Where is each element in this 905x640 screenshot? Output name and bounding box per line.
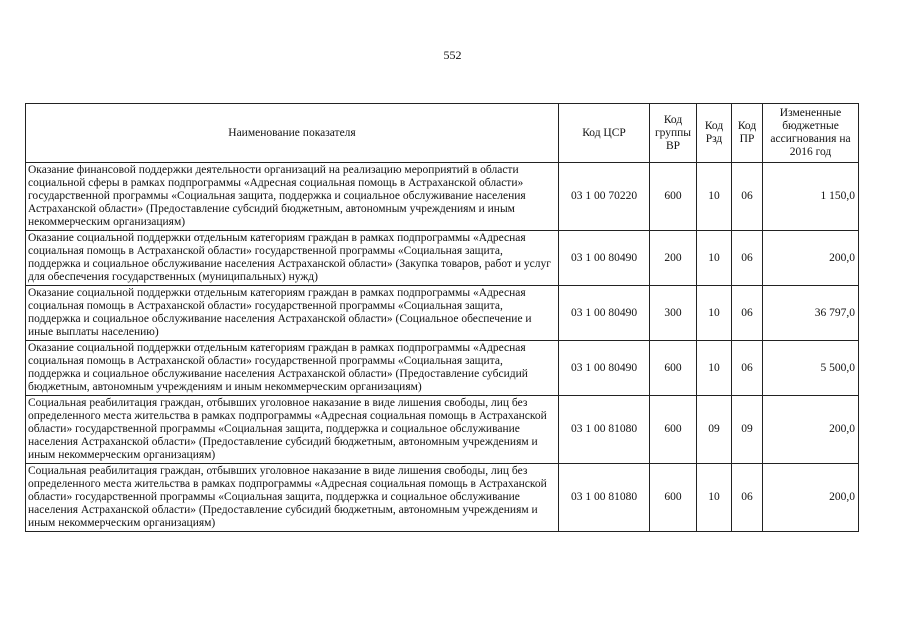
header-pr: Код ПР — [732, 104, 763, 163]
table-row — [26, 231, 859, 286]
row-csr: 03 1 00 70220 — [559, 163, 650, 231]
header-vr: Код группы ВР — [650, 104, 697, 163]
row-rzd: 10 — [697, 464, 732, 532]
row-amount: 36 797,0 — [763, 286, 859, 341]
row-csr: 03 1 00 80490 — [559, 341, 650, 396]
row-amount: 1 150,0 — [763, 163, 859, 231]
row-vr: 600 — [650, 163, 697, 231]
row-amount: 200,0 — [763, 464, 859, 532]
row-csr: 03 1 00 81080 — [559, 464, 650, 532]
row-name: Социальная реабилитация граждан, отбывших уголовное наказание в виде лишения свободы, лиц без определенного места жительства в рамках подпрограммы «Адресная социальная помощь в Астраханской области» государственной программы «Социальная защита, поддержка и социальное обслуживание населения Астраханской области» (Предоставление субсидий бюджетным, автономным учреждениям и иным некоммерческим организациям) — [26, 396, 559, 464]
row-name: Оказание социальной поддержки отдельным категориям граждан в рамках подпрограммы «Адресная социальная помощь в Астраханской области» государственной программы «Социальная защита, поддержка и социальное обслуживание населения Астраханской области» (Закупка товаров, работ и услуг для обеспечения государственных (муниципальных) нужд) — [26, 231, 559, 286]
row-pr: 06 — [732, 464, 763, 532]
row-pr: 06 — [732, 163, 763, 231]
row-amount: 200,0 — [763, 396, 859, 464]
header-rzd: Код Рзд — [697, 104, 732, 163]
row-name: Оказание социальной поддержки отдельным категориям граждан в рамках подпрограммы «Адресная социальная помощь в Астраханской области» государственной программы «Социальная защита, поддержка и социальное обслуживание населения Астраханской области» (Предоставление субсидий бюджетным, автономным учреждениям и иным некоммерческим организациям) — [26, 341, 559, 396]
row-rzd: 09 — [697, 396, 732, 464]
header-name: Наименование показателя — [26, 104, 559, 163]
table-row — [26, 286, 859, 341]
row-csr: 03 1 00 80490 — [559, 286, 650, 341]
row-pr: 06 — [732, 231, 763, 286]
table-row — [26, 464, 859, 532]
row-csr: 03 1 00 81080 — [559, 396, 650, 464]
row-csr: 03 1 00 80490 — [559, 231, 650, 286]
row-rzd: 10 — [697, 163, 732, 231]
row-rzd: 10 — [697, 231, 732, 286]
row-vr: 600 — [650, 396, 697, 464]
row-name: Оказание социальной поддержки отдельным категориям граждан в рамках подпрограммы «Адресная социальная помощь в Астраханской области» государственной программы «Социальная защита, поддержка и социальное обслуживание населения Астраханской области» (Социальное обеспечение и иные выплаты населению) — [26, 286, 559, 341]
table-row — [26, 396, 859, 464]
row-pr: 06 — [732, 286, 763, 341]
header-csr: Код ЦСР — [559, 104, 650, 163]
row-vr: 300 — [650, 286, 697, 341]
page-number: 552 — [443, 48, 462, 62]
row-amount: 5 500,0 — [763, 341, 859, 396]
row-vr: 600 — [650, 464, 697, 532]
row-amount: 200,0 — [763, 231, 859, 286]
row-pr: 06 — [732, 341, 763, 396]
header-amount: Измененные бюджетные ассигнования на 2016 год — [763, 104, 859, 163]
row-rzd: 10 — [697, 341, 732, 396]
row-rzd: 10 — [697, 286, 732, 341]
row-vr: 600 — [650, 341, 697, 396]
budget-table — [25, 103, 859, 532]
table-row — [26, 341, 859, 396]
row-name: Социальная реабилитация граждан, отбывших уголовное наказание в виде лишения свободы, лиц без определенного места жительства в рамках подпрограммы «Адресная социальная помощь в Астраханской области» государственной программы «Социальная защита, поддержка и социальное обслуживание населения Астраханской области» (Предоставление субсидий бюджетным, автономным учреждениям и иным некоммерческим организациям) — [26, 464, 559, 532]
row-vr: 200 — [650, 231, 697, 286]
table-row — [26, 163, 859, 231]
row-pr: 09 — [732, 396, 763, 464]
row-name: Оказание финансовой поддержки деятельности организаций на реализацию мероприятий в области социальной сферы в рамках подпрограммы «Адресная социальная помощь в Астраханской области» государственной программы «Социальная защита, поддержка и социальное обслуживание населения Астраханской области» (Предоставление субсидий бюджетным, автономным учреждениям и иным некоммерческим организациям) — [26, 163, 559, 231]
header-row — [26, 104, 859, 163]
